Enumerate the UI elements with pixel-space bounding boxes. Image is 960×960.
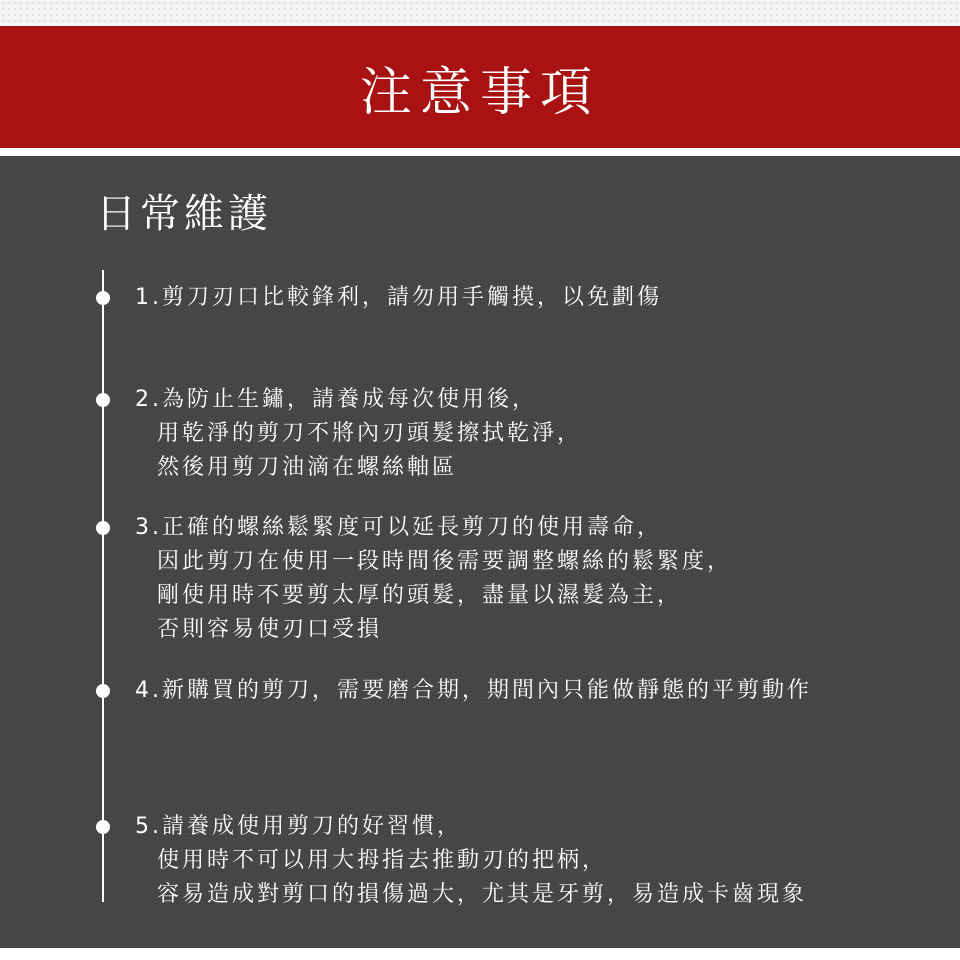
item-line: 4.新購買的剪刀，需要磨合期，期間內只能做靜態的平剪動作 <box>135 678 812 703</box>
timeline-line <box>102 270 104 902</box>
banner-separator <box>0 148 960 156</box>
item-text <box>135 511 935 647</box>
timeline-bullet <box>96 291 110 305</box>
title-banner <box>0 26 960 148</box>
item-line: 用乾淨的剪刀不將內刃頭髮擦拭乾淨， <box>157 421 583 446</box>
timeline-bullet <box>96 393 110 407</box>
timeline-bullet <box>96 521 110 535</box>
item-line: 然後用剪刀油滴在螺絲軸區 <box>157 455 458 480</box>
item-text <box>135 383 935 485</box>
item-line: 否則容易使刃口受損 <box>157 617 383 642</box>
item-line: 因此剪刀在使用一段時間後需要調整螺絲的鬆緊度， <box>157 549 733 574</box>
item-line: 2.為防止生鏽，請養成每次使用後， <box>135 387 537 412</box>
top-pattern-strip <box>0 0 960 26</box>
item-line: 5.請養成使用剪刀的好習慣， <box>135 814 462 839</box>
item-line: 容易造成對剪口的損傷過大，尤其是牙剪，易造成卡齒現象 <box>157 882 808 907</box>
item-text <box>135 810 935 912</box>
item-line: 1.剪刀刃口比較鋒利，請勿用手觸摸，以免劃傷 <box>135 285 662 310</box>
item-line: 使用時不可以用大拇指去推動刃的把柄， <box>157 848 608 873</box>
section-title: 日常維護 <box>96 191 272 237</box>
timeline-bullet <box>96 684 110 698</box>
bottom-strip <box>0 948 960 960</box>
page-title: 注意事項 <box>359 62 600 123</box>
item-line: 3.正確的螺絲鬆緊度可以延長剪刀的使用壽命， <box>135 515 662 540</box>
item-text <box>135 674 935 708</box>
item-line: 剛使用時不要剪太厚的頭髮，盡量以濕髮為主， <box>157 583 683 608</box>
timeline-bullet <box>96 820 110 834</box>
item-text <box>135 281 935 315</box>
